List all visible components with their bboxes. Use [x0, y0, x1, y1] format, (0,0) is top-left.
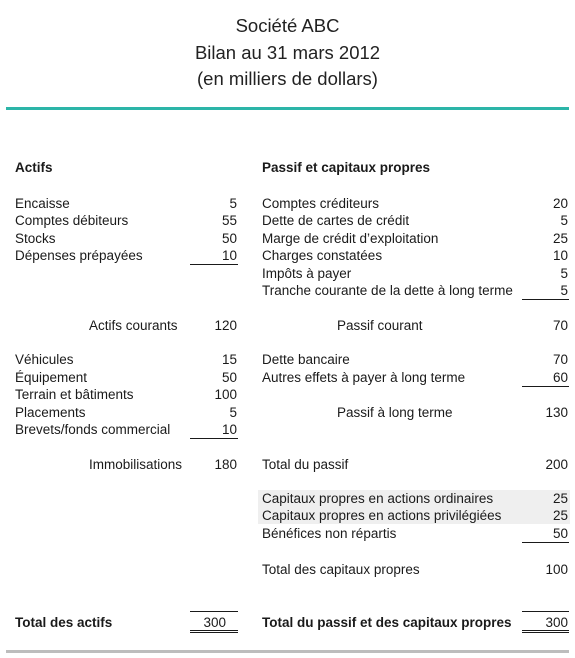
asset-value: 50	[221, 370, 237, 385]
asset-label: Comptes débiteurs	[15, 213, 129, 228]
total-double-underline	[190, 632, 238, 633]
liability-value: 5	[560, 266, 568, 281]
total-assets-label: Total des actifs	[15, 615, 113, 630]
current-liabilities-label: Passif courant	[337, 318, 423, 333]
equity-label: Capitaux propres en actions ordinaires	[262, 491, 494, 506]
liability-label: Tranche courante de la dette à long terme	[262, 283, 513, 298]
grand-total-value: 300	[545, 615, 568, 630]
asset-label: Terrain et bâtiments	[15, 387, 134, 402]
asset-value: 5	[229, 405, 237, 420]
long-term-liabilities-value: 130	[545, 405, 568, 420]
liability-value: 25	[552, 231, 568, 246]
asset-label: Placements	[15, 405, 86, 420]
asset-label: Stocks	[15, 231, 56, 246]
asset-value: 100	[214, 387, 237, 402]
asset-label: Dépenses prépayées	[15, 248, 143, 263]
liability-label: Impôts à payer	[262, 266, 352, 281]
company-name: Société ABC	[235, 15, 340, 36]
subtotal-underline	[190, 264, 238, 265]
asset-label: Encaisse	[15, 196, 70, 211]
liability-label: Marge de crédit d’exploitation	[262, 231, 439, 246]
asset-value: 55	[221, 213, 237, 228]
liability-value: 70	[552, 352, 568, 367]
liability-value: 5	[560, 283, 568, 298]
current-assets-label: Actifs courants	[89, 318, 178, 333]
asset-value: 50	[221, 231, 237, 246]
assets-heading: Actifs	[15, 160, 53, 175]
equity-value: 50	[552, 526, 568, 541]
current-assets-value: 120	[214, 318, 237, 333]
subtotal-underline	[522, 386, 569, 387]
fixed-assets-value: 180	[214, 457, 237, 472]
liability-value: 60	[552, 370, 568, 385]
subtotal-underline	[522, 299, 569, 300]
liabilities-heading: Passif et capitaux propres	[262, 160, 431, 175]
liability-label: Dette bancaire	[262, 352, 350, 367]
asset-label: Équipement	[15, 370, 88, 385]
equity-label: Bénéfices non répartis	[262, 526, 397, 541]
fixed-assets-label: Immobilisations	[89, 457, 183, 472]
footer-divider	[6, 650, 569, 653]
asset-value: 5	[229, 196, 237, 211]
long-term-liabilities-label: Passif à long terme	[337, 405, 453, 420]
total-equity-label: Total des capitaux propres	[262, 562, 420, 577]
total-double-underline	[190, 630, 238, 631]
liability-label: Autres effets à payer à long terme	[262, 370, 466, 385]
equity-label: Capitaux propres en actions privilégiées	[262, 508, 502, 523]
grand-total-label: Total du passif et des capitaux propres	[262, 615, 512, 630]
statement-title: Bilan au 31 mars 2012	[194, 42, 381, 63]
subtotal-underline	[522, 542, 569, 543]
asset-value: 10	[221, 248, 237, 263]
asset-label: Brevets/fonds commercial	[15, 422, 171, 437]
total-double-underline	[522, 632, 569, 633]
total-liabilities-value: 200	[545, 457, 568, 472]
total-double-underline	[522, 630, 569, 631]
header-divider	[6, 107, 569, 110]
subtotal-underline	[190, 438, 238, 439]
liability-label: Charges constatées	[262, 248, 383, 263]
equity-value: 25	[552, 491, 568, 506]
liability-label: Dette de cartes de crédit	[262, 213, 410, 228]
total-overline	[190, 611, 238, 612]
asset-value: 10	[221, 422, 237, 437]
total-equity-value: 100	[545, 562, 568, 577]
liability-value: 20	[552, 196, 568, 211]
liability-value: 5	[560, 213, 568, 228]
liability-value: 10	[552, 248, 568, 263]
asset-value: 15	[221, 352, 237, 367]
units-note: (en milliers de dollars)	[197, 68, 378, 89]
current-liabilities-value: 70	[552, 318, 568, 333]
equity-value: 25	[552, 508, 568, 523]
asset-label: Véhicules	[15, 352, 74, 367]
total-assets-value: 300	[203, 615, 226, 630]
total-liabilities-label: Total du passif	[262, 457, 349, 472]
total-overline	[522, 611, 569, 612]
liability-label: Comptes créditeurs	[262, 196, 380, 211]
